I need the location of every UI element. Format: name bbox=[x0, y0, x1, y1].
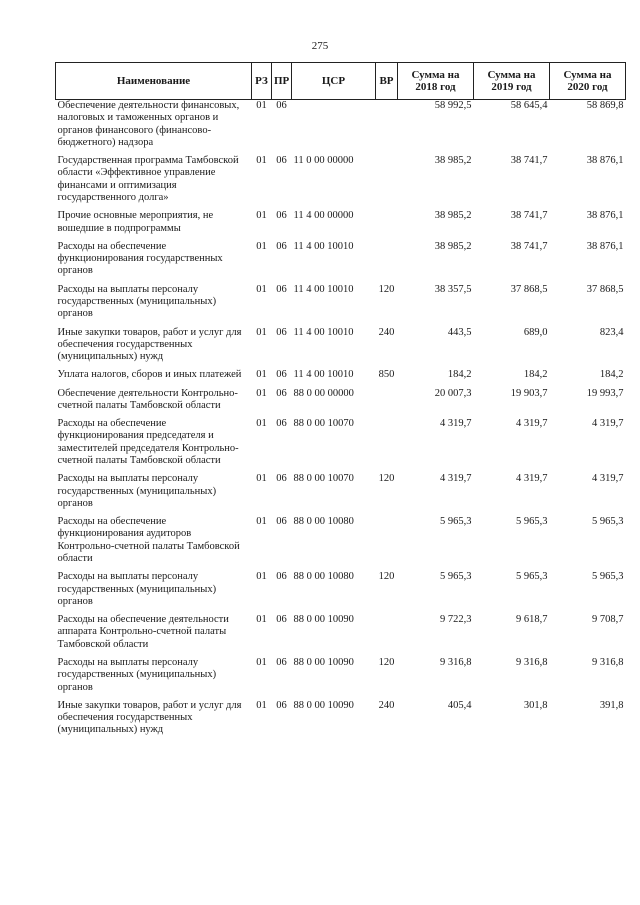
cell-y2020: 9 316,8 bbox=[592, 656, 624, 668]
cell-pr: 06 bbox=[276, 571, 287, 583]
cell-y2018: 4 319,7 bbox=[440, 418, 472, 430]
cell-y2020: 5 965,3 bbox=[592, 516, 624, 528]
cell-y2020: 823,4 bbox=[599, 326, 624, 338]
cell-rz: 01 bbox=[256, 418, 267, 430]
cell-rz: 01 bbox=[256, 571, 267, 583]
header-2019: Сумма на 2019 год bbox=[474, 63, 550, 100]
cell-y2018: 38 357,5 bbox=[434, 283, 472, 295]
cell-y2018: 20 007,3 bbox=[434, 387, 472, 399]
cell-rz: 01 bbox=[256, 614, 267, 626]
cell-y2019: 5 965,3 bbox=[516, 516, 548, 528]
cell-y2020: 184,2 bbox=[599, 369, 624, 381]
cell-y2019: 9 316,8 bbox=[516, 656, 548, 668]
table-row bbox=[56, 418, 626, 473]
cell-vr: 120 bbox=[378, 473, 395, 485]
cell-vr bbox=[376, 210, 398, 241]
cell-pr: 06 bbox=[276, 283, 287, 295]
header-2018: Сумма на 2018 год bbox=[398, 63, 474, 100]
cell-y2019: 184,2 bbox=[523, 369, 548, 381]
cell-y2019: 689,0 bbox=[523, 326, 548, 338]
cell-rz: 01 bbox=[256, 516, 267, 528]
cell-y2019: 58 645,4 bbox=[510, 100, 548, 111]
cell-y2019: 9 618,7 bbox=[516, 614, 548, 626]
cell-y2018: 38 985,2 bbox=[434, 240, 472, 252]
cell-csr bbox=[292, 100, 376, 156]
cell-csr: 11 4 00 10010 bbox=[293, 326, 354, 338]
cell-y2020: 5 965,3 bbox=[592, 571, 624, 583]
table-row bbox=[56, 700, 626, 743]
cell-rz: 01 bbox=[256, 100, 267, 111]
cell-vr bbox=[376, 100, 398, 156]
cell-y2020: 38 876,1 bbox=[586, 240, 624, 252]
cell-y2020: 58 869,8 bbox=[586, 100, 624, 111]
header-name: Наименование bbox=[56, 63, 252, 100]
table-row bbox=[56, 657, 626, 700]
table-row bbox=[56, 327, 626, 370]
table-row bbox=[56, 614, 626, 657]
cell-csr: 88 0 00 10080 bbox=[293, 571, 354, 583]
cell-rz: 01 bbox=[256, 283, 267, 295]
cell-y2018: 4 319,7 bbox=[440, 473, 472, 485]
cell-y2019: 301,8 bbox=[523, 699, 548, 711]
cell-name: Расходы на выплаты персоналу государственных (муниципальных) органов bbox=[57, 571, 217, 607]
cell-csr: 88 0 00 10090 bbox=[293, 699, 354, 711]
cell-y2020: 4 319,7 bbox=[592, 473, 624, 485]
cell-rz: 01 bbox=[256, 369, 267, 381]
header-pr: ПР bbox=[272, 63, 292, 100]
cell-vr bbox=[376, 516, 398, 571]
header-vr: ВР bbox=[376, 63, 398, 100]
cell-pr: 06 bbox=[276, 210, 287, 222]
cell-vr bbox=[376, 241, 398, 284]
cell-y2019: 4 319,7 bbox=[516, 418, 548, 430]
cell-name: Иные закупки товаров, работ и услуг для обеспечения государственных (муниципальных) нужд bbox=[57, 699, 242, 736]
cell-csr: 11 4 00 10010 bbox=[293, 283, 354, 295]
cell-y2019: 19 903,7 bbox=[510, 387, 548, 399]
cell-vr bbox=[376, 388, 398, 419]
cell-csr: 88 0 00 10070 bbox=[293, 418, 354, 430]
cell-pr: 06 bbox=[276, 516, 287, 528]
cell-y2018: 443,5 bbox=[447, 326, 472, 338]
cell-pr: 06 bbox=[276, 100, 287, 111]
cell-y2019: 5 965,3 bbox=[516, 571, 548, 583]
table-row bbox=[56, 571, 626, 614]
table-row bbox=[56, 284, 626, 327]
cell-y2018: 38 985,2 bbox=[434, 155, 472, 167]
cell-y2018: 38 985,2 bbox=[434, 210, 472, 222]
cell-y2018: 5 965,3 bbox=[440, 571, 472, 583]
cell-csr: 11 4 00 00000 bbox=[293, 210, 354, 222]
cell-pr: 06 bbox=[276, 418, 287, 430]
header-csr: ЦСР bbox=[292, 63, 376, 100]
cell-csr: 11 4 00 10010 bbox=[293, 369, 354, 381]
cell-name: Обеспечение деятельности Контрольно-счетной палаты Тамбовской области bbox=[57, 387, 238, 411]
cell-name: Расходы на выплаты персоналу государственных (муниципальных) органов bbox=[57, 283, 217, 320]
cell-y2018: 5 965,3 bbox=[440, 516, 472, 528]
table-header-row bbox=[56, 63, 626, 100]
table-row bbox=[56, 100, 626, 156]
cell-y2018: 405,4 bbox=[447, 699, 472, 711]
cell-rz: 01 bbox=[256, 699, 267, 711]
cell-name: Расходы на обеспечение функционирования председателя и заместителей председателя Контрольно-счетной палаты Тамбовской области bbox=[57, 418, 239, 467]
cell-vr: 240 bbox=[378, 699, 395, 711]
table-row bbox=[56, 473, 626, 516]
table-row bbox=[56, 155, 626, 210]
cell-pr: 06 bbox=[276, 155, 287, 167]
cell-csr: 88 0 00 00000 bbox=[293, 387, 354, 399]
cell-y2019: 38 741,7 bbox=[510, 240, 548, 252]
cell-y2020: 37 868,5 bbox=[586, 283, 624, 295]
cell-vr: 120 bbox=[378, 571, 395, 583]
table-row bbox=[56, 388, 626, 419]
cell-name: Расходы на выплаты персоналу государственных (муниципальных) органов bbox=[57, 656, 217, 693]
cell-y2020: 38 876,1 bbox=[586, 210, 624, 222]
cell-y2020: 4 319,7 bbox=[592, 418, 624, 430]
table-row bbox=[56, 241, 626, 284]
table-row bbox=[56, 516, 626, 571]
cell-vr bbox=[376, 155, 398, 210]
cell-csr: 88 0 00 10080 bbox=[293, 516, 354, 528]
header-rz: РЗ bbox=[252, 63, 272, 100]
cell-y2020: 391,8 bbox=[599, 699, 624, 711]
cell-vr bbox=[376, 418, 398, 473]
cell-rz: 01 bbox=[256, 155, 267, 167]
cell-csr: 88 0 00 10090 bbox=[293, 614, 354, 626]
table-body bbox=[56, 100, 626, 743]
cell-y2019: 4 319,7 bbox=[516, 473, 548, 485]
cell-name: Уплата налогов, сборов и иных платежей bbox=[57, 369, 242, 381]
cell-pr: 06 bbox=[276, 387, 287, 399]
cell-y2018: 184,2 bbox=[447, 369, 472, 381]
cell-rz: 01 bbox=[256, 387, 267, 399]
cell-vr bbox=[376, 614, 398, 657]
cell-y2018: 9 316,8 bbox=[440, 656, 472, 668]
cell-csr: 88 0 00 10090 bbox=[293, 656, 354, 668]
budget-table bbox=[55, 62, 626, 743]
cell-rz: 01 bbox=[256, 240, 267, 252]
cell-y2018: 9 722,3 bbox=[440, 614, 472, 626]
cell-name: Государственная программа Тамбовской области «Эффективное управление финансами и оптимизация государственного долга» bbox=[57, 155, 239, 203]
cell-rz: 01 bbox=[256, 473, 267, 485]
cell-csr: 11 4 00 10010 bbox=[293, 240, 354, 252]
cell-name: Расходы на выплаты персоналу государственных (муниципальных) органов bbox=[57, 473, 217, 509]
cell-pr: 06 bbox=[276, 614, 287, 626]
cell-y2019: 38 741,7 bbox=[510, 210, 548, 222]
cell-rz: 01 bbox=[256, 656, 267, 668]
cell-csr: 88 0 00 10070 bbox=[293, 473, 354, 485]
cell-vr: 850 bbox=[378, 369, 395, 381]
cell-name: Расходы на обеспечение функционирования аудиторов Контрольно-счетной палаты Тамбовской области bbox=[57, 516, 240, 564]
cell-y2019: 38 741,7 bbox=[510, 155, 548, 167]
cell-pr: 06 bbox=[276, 326, 287, 338]
cell-name: Расходы на обеспечение функционирования государственных органов bbox=[57, 240, 223, 277]
cell-pr: 06 bbox=[276, 240, 287, 252]
cell-name: Прочие основные мероприятия, не вошедшие в подпрограммы bbox=[57, 210, 214, 234]
cell-csr: 11 0 00 00000 bbox=[293, 155, 354, 167]
cell-name: Расходы на обеспечение деятельности аппарата Контрольно-счетной палаты Тамбовской области bbox=[57, 614, 229, 650]
cell-name: Обеспечение деятельности финансовых, налоговых и таможенных органов и органов финансового (финансово-бюджетного) надзора bbox=[57, 100, 240, 148]
cell-pr: 06 bbox=[276, 473, 287, 485]
cell-rz: 01 bbox=[256, 210, 267, 222]
cell-pr: 06 bbox=[276, 369, 287, 381]
header-2020: Сумма на 2020 год bbox=[550, 63, 626, 100]
table-row bbox=[56, 369, 626, 387]
table-row bbox=[56, 210, 626, 241]
cell-rz: 01 bbox=[256, 326, 267, 338]
cell-y2020: 9 708,7 bbox=[592, 614, 624, 626]
cell-pr: 06 bbox=[276, 656, 287, 668]
cell-y2019: 37 868,5 bbox=[510, 283, 548, 295]
cell-y2020: 19 993,7 bbox=[586, 387, 624, 399]
cell-name: Иные закупки товаров, работ и услуг для обеспечения государственных (муниципальных) нужд bbox=[57, 326, 242, 363]
cell-vr: 240 bbox=[378, 326, 395, 338]
cell-vr: 120 bbox=[378, 283, 395, 295]
cell-pr: 06 bbox=[276, 699, 287, 711]
page-number: 275 bbox=[311, 40, 329, 52]
cell-y2020: 38 876,1 bbox=[586, 155, 624, 167]
cell-y2018: 58 992,5 bbox=[434, 100, 472, 111]
cell-vr: 120 bbox=[378, 656, 395, 668]
